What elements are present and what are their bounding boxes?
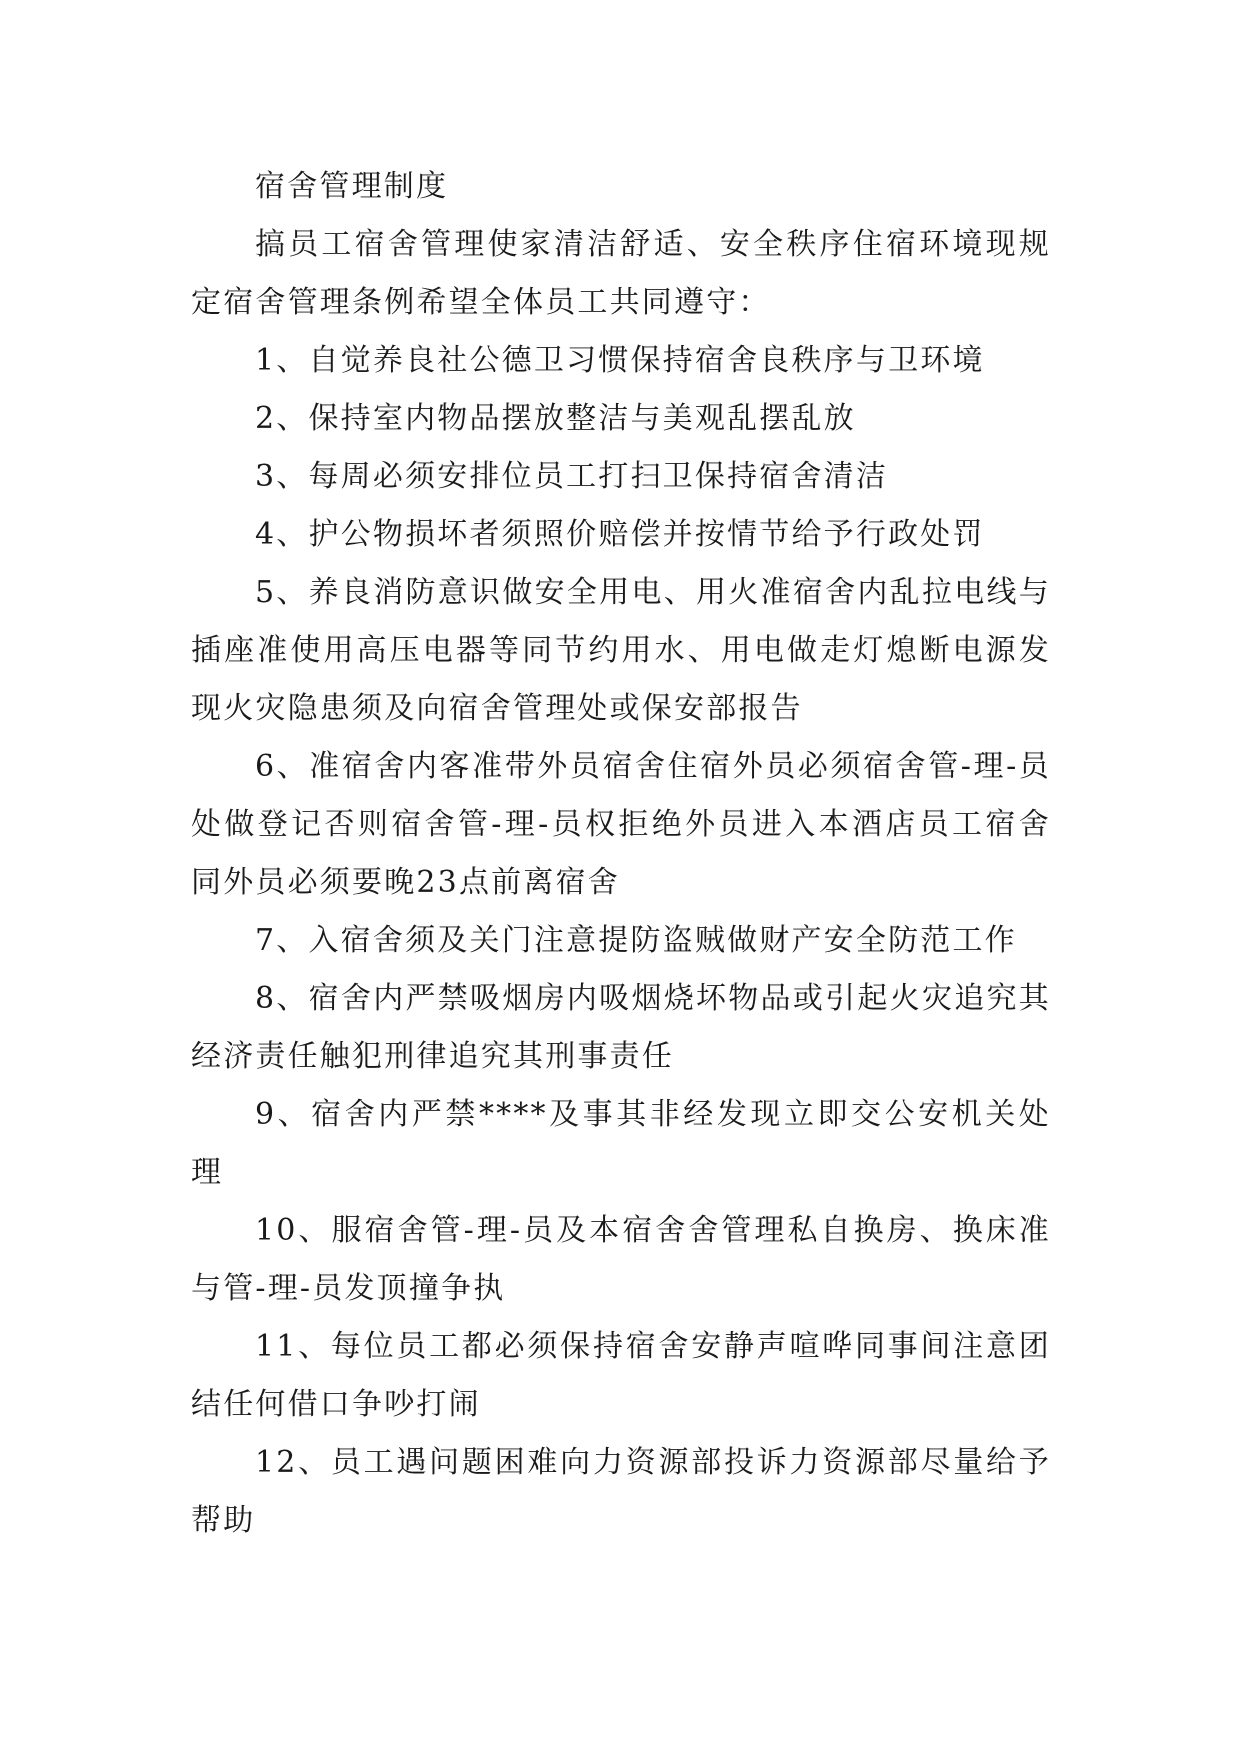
rule-item-12: 12、员工遇问题困难向力资源部投诉力资源部尽量给予帮助 <box>191 1445 1051 1538</box>
rule-item-10: 10、服宿舍管-理-员及本宿舍舍管理私自换房、换床准与管-理-员发顶撞争执 <box>191 1213 1051 1306</box>
rule-item-2: 2、保持室内物品摆放整洁与美观乱摆乱放 <box>255 401 856 436</box>
rule-item-11: 11、每位员工都必须保持宿舍安静声喧哗同事间注意团结任何借口争吵打闹 <box>191 1329 1051 1422</box>
document-body <box>191 158 1051 1550</box>
rule-item-8: 8、宿舍内严禁吸烟房内吸烟烧坏物品或引起火灾追究其经济责任触犯刑律追究其刑事责任 <box>191 981 1051 1074</box>
rule-item-7: 7、入宿舍须及关门注意提防盗贼做财产安全防范工作 <box>255 923 1017 958</box>
rule-item-9: 9、宿舍内严禁****及事其非经发现立即交公安机关处理 <box>191 1097 1051 1190</box>
rule-item-5: 5、养良消防意识做安全用电、用火准宿舍内乱拉电线与插座准使用高压电器等同节约用水、用电做走灯熄断电源发现火灾隐患须及向宿舍管理处或保安部报告 <box>191 575 1051 726</box>
rule-item-4: 4、护公物损坏者须照价赔偿并按情节给予行政处罚 <box>255 517 985 552</box>
rule-item-6: 6、准宿舍内客准带外员宿舍住宿外员必须宿舍管-理-员处做登记否则宿舍管-理-员权拒绝外员进入本酒店员工宿舍同外员必须要晚23点前离宿舍 <box>191 749 1051 900</box>
document-title: 宿舍管理制度 <box>255 169 449 204</box>
intro-paragraph: 搞员工宿舍管理使家清洁舒适、安全秩序住宿环境现规定宿舍管理条例希望全体员工共同遵守： <box>191 227 1051 320</box>
rule-item-3: 3、每周必须安排位员工打扫卫保持宿舍清洁 <box>255 459 889 494</box>
rule-item-1: 1、自觉养良社公德卫习惯保持宿舍良秩序与卫环境 <box>255 343 985 378</box>
